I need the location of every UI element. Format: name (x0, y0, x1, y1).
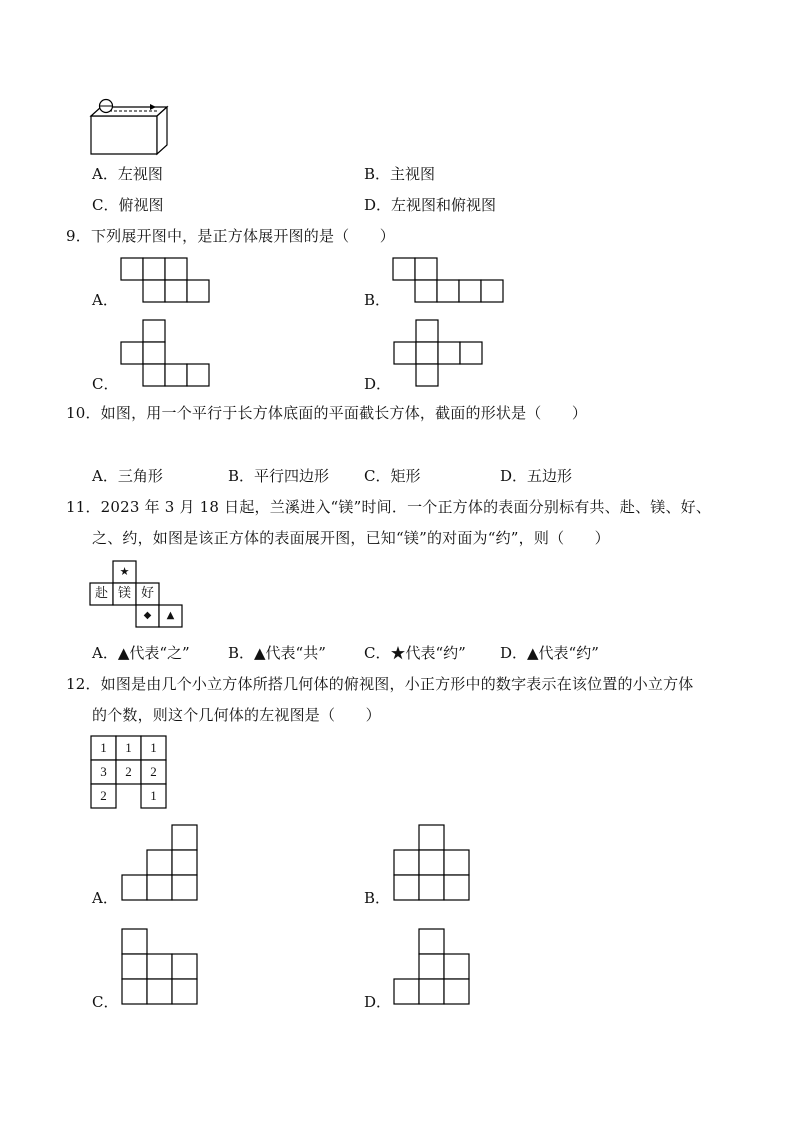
q11-net-diamond: ◆ (143, 610, 152, 621)
q11-option-a: A．▲代表“之” (92, 644, 190, 662)
q11-net-cell-1: 赴 (94, 586, 108, 601)
q12-view-d (394, 929, 472, 1007)
q12-grid-r3c3: 1 (150, 788, 157, 803)
q11-option-b: B．▲代表“共” (228, 644, 326, 662)
q10-option-a: A．三角形 (92, 467, 163, 485)
q12-view-c (122, 929, 200, 1007)
q10-option-c: C．矩形 (364, 467, 421, 485)
q12-grid-r2c1: 3 (100, 764, 107, 779)
q12-grid-r1c1: 1 (100, 740, 107, 755)
q9-net-d (394, 320, 486, 388)
q10-option-b: B．平行四边形 (228, 467, 330, 485)
q12-grid-r2c3: 2 (150, 764, 157, 779)
q9-stem: 9．下列展开图中，是正方体展开图的是（ ） (66, 227, 395, 245)
q12-stem-line1: 12．如图是由几个小立方体所搭几何体的俯视图，小正方形中的数字表示在该位置的小立方体 (66, 675, 694, 693)
q12-label-c: C． (92, 993, 119, 1011)
q11-stem-line1: 11．2023 年 3 月 18 日起，兰溪进入“镁”时间．一个正方体的表面分别标有共、赴、镁、好、 (66, 498, 712, 516)
q11-net-cell-2: 镁 (117, 586, 131, 601)
q8-option-d: D．左视图和俯视图 (364, 196, 497, 214)
q10-option-d: D．五边形 (500, 467, 573, 485)
q11-net-triangle: ▲ (166, 610, 175, 621)
q12-view-a (122, 825, 200, 903)
q11-net-star: ★ (119, 565, 130, 578)
q9-net-b (393, 258, 507, 304)
q8-option-c: C．俯视图 (92, 196, 164, 214)
q9-net-c (121, 320, 211, 388)
q11-net-cell-3: 好 (140, 586, 154, 601)
q8-option-a: A．左视图 (92, 165, 163, 183)
q9-label-d: D． (364, 375, 392, 393)
q12-label-d: D． (364, 993, 392, 1011)
q10-stem: 10．如图，用一个平行于长方体底面的平面截长方体，截面的形状是（ ） (66, 404, 588, 422)
q9-net-a (121, 258, 211, 304)
q12-grid-r2c2: 2 (125, 764, 132, 779)
q12-grid-r1c2: 1 (125, 740, 132, 755)
q12-grid-r3c1: 2 (100, 788, 107, 803)
q11-stem-line2: 之、约，如图是该正方体的表面展开图，已知“镁”的对面为“约”，则（ ） (92, 529, 610, 547)
q11-option-c: C．★代表“约” (364, 644, 466, 662)
q12-stem-line2: 的个数，则这个几何体的左视图是（ ） (92, 706, 381, 724)
q9-label-a: A． (92, 291, 118, 309)
q11-option-d: D．▲代表“约” (500, 644, 599, 662)
q9-label-b: B． (364, 291, 391, 309)
q12-label-a: A． (92, 889, 118, 907)
q12-grid-r1c3: 1 (150, 740, 157, 755)
q8-option-b: B．主视图 (364, 165, 436, 183)
q8-cuboid-figure (88, 96, 168, 156)
q12-label-b: B． (364, 889, 391, 907)
q9-label-c: C． (92, 375, 119, 393)
q12-view-b (394, 825, 472, 903)
